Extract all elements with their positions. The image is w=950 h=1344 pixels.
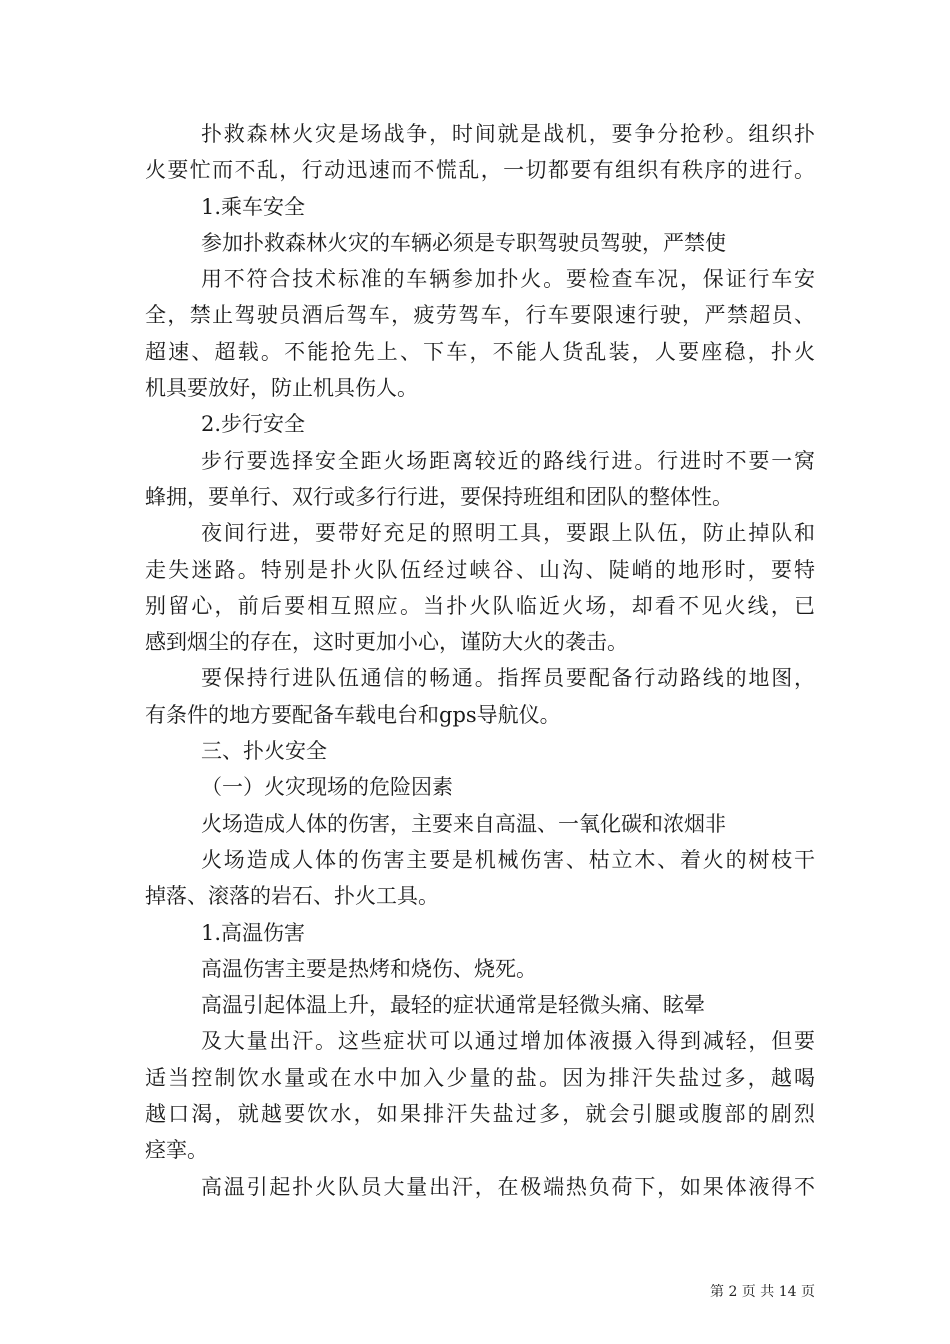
paragraph-line: 别留心，前后要相互照应。当扑火队临近火场，却看不见火线，已 xyxy=(145,593,815,618)
section-heading: 2.步行安全 xyxy=(201,412,306,437)
paragraph-line: 高温引起体温上升，最轻的症状通常是轻微头痛、眩晕 xyxy=(201,993,705,1018)
paragraph-line: 机具要放好，防止机具伤人。 xyxy=(145,376,418,401)
section-heading: 1.乘车安全 xyxy=(201,194,306,219)
paragraph-line: 扑救森林火灾是场战争，时间就是战机，要争分抢秒。组织扑 xyxy=(201,122,815,146)
paragraph-line: 要保持行进队伍通信的畅通。指挥员要配备行动路线的地图， xyxy=(201,666,815,691)
paragraph-line: 全，禁止驾驶员酒后驾车，疲劳驾车，行车要限速行驶，严禁超员、 xyxy=(145,303,815,328)
subsection-heading: （一）火灾现场的危险因素 xyxy=(201,775,453,800)
paragraph-line: 用不符合技术标准的车辆参加扑火。要检查车况，保证行车安 xyxy=(201,267,815,292)
paragraph-line: 火要忙而不乱，行动迅速而不慌乱，一切都要有组织有秩序的进行。 xyxy=(145,158,815,183)
paragraph-line: 超速、超载。不能抢先上、下车，不能人货乱装，人要座稳，扑火 xyxy=(145,339,815,364)
paragraph-line: 痉挛。 xyxy=(145,1138,208,1163)
section-heading: 三、扑火安全 xyxy=(201,739,327,764)
paragraph-line: 步行要选择安全距火场距离较近的路线行进。行进时不要一窝 xyxy=(201,448,815,473)
paragraph-line: 掉落、滚落的岩石、扑火工具。 xyxy=(145,884,439,909)
paragraph-line: 高温引起扑火队员大量出汗，在极端热负荷下，如果体液得不 xyxy=(201,1174,815,1199)
paragraph-line: 高温伤害主要是热烤和烧伤、烧死。 xyxy=(201,956,537,981)
paragraph-line: 夜间行进，要带好充足的照明工具，要跟上队伍，防止掉队和 xyxy=(201,521,815,546)
paragraph-line: 蜂拥，要单行、双行或多行行进，要保持班组和团队的整体性。 xyxy=(145,484,733,509)
paragraph-line: 越口渴，就越要饮水，如果排汗失盐过多，就会引腿或腹部的剧烈 xyxy=(145,1102,815,1127)
paragraph-line: 火场造成人体的伤害，主要来自高温、一氧化碳和浓烟非 xyxy=(201,811,726,836)
paragraph-line: 感到烟尘的存在，这时更加小心，谨防大火的袭击。 xyxy=(145,630,628,655)
document-body xyxy=(145,116,815,1205)
paragraph-line: 适当控制饮水量或在水中加入少量的盐。因为排汗失盐过多，越喝 xyxy=(145,1065,815,1090)
paragraph-line: 火场造成人体的伤害主要是机械伤害、枯立木、着火的树枝干 xyxy=(201,847,815,872)
paragraph-line: 走失迷路。特别是扑火队伍经过峡谷、山沟、陡峭的地形时，要特 xyxy=(145,557,815,582)
paragraph-line: 参加扑救森林火灾的车辆必须是专职驾驶员驾驶，严禁使 xyxy=(201,230,726,255)
section-heading: 1.高温伤害 xyxy=(201,920,306,945)
paragraph-line: 及大量出汗。这些症状可以通过增加体液摄入得到减轻，但要 xyxy=(201,1029,815,1054)
page-number: 第 2 页 共 14 页 xyxy=(710,1284,815,1300)
paragraph-line: 有条件的地方要配备车载电台和gps导航仪。 xyxy=(145,702,561,727)
